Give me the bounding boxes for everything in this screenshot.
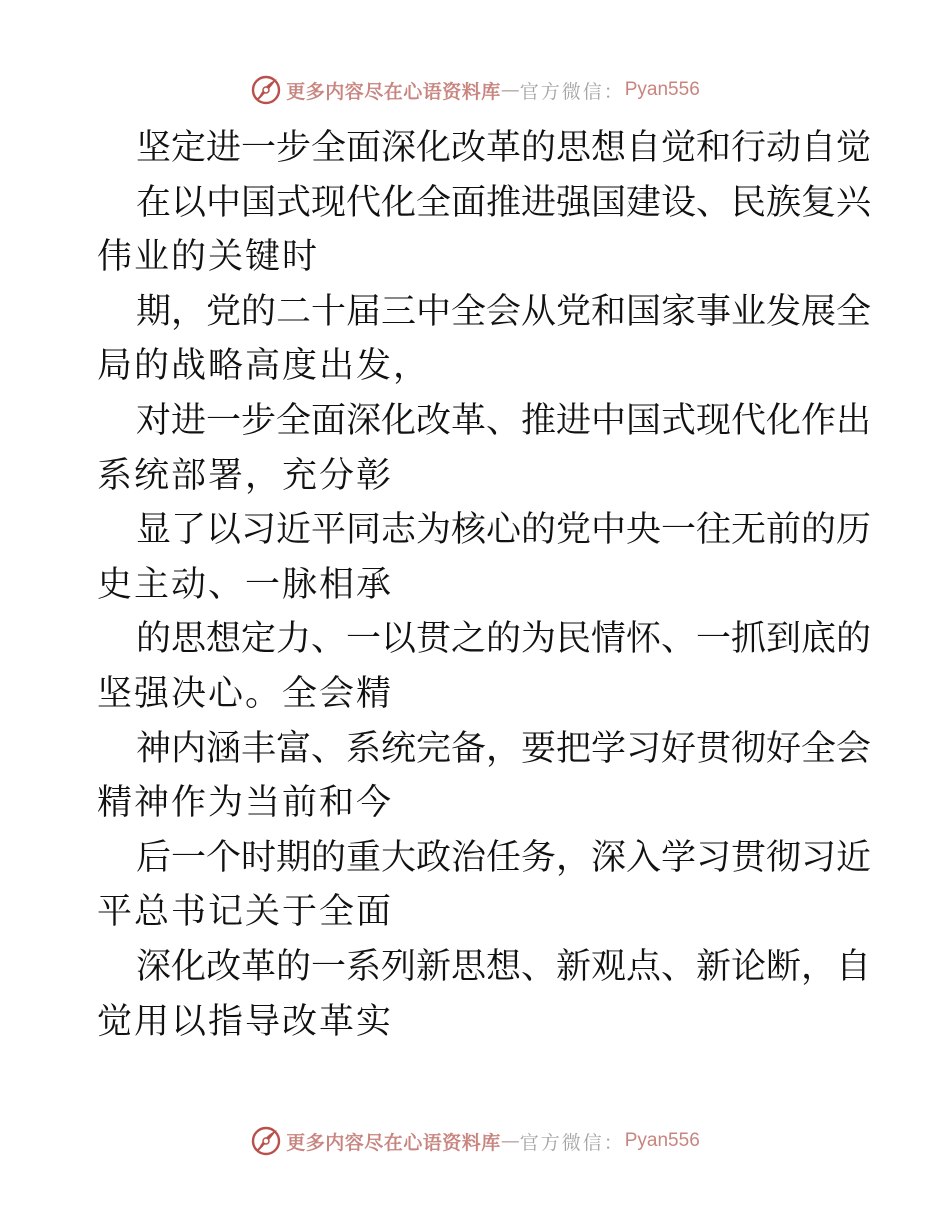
text-line: 平总书记关于全面: [97, 892, 394, 933]
text-line: 在以中国式现代化全面推进强国建设、民族复兴: [136, 182, 872, 223]
text-line: 期，党的二十届三中全会从党和国家事业发展全: [136, 291, 872, 332]
text-line: 史主动、一脉相承: [97, 564, 394, 605]
text-line: 坚强决心。全会精: [97, 673, 394, 714]
watermark-account-label: 官方微信：: [519, 1131, 625, 1154]
text-line: 后一个时期的重大政治任务，深入学习贯彻习近: [136, 837, 872, 878]
watermark-account-id: Pyan556: [624, 1130, 700, 1151]
text-line: 觉用以指导改革实: [97, 1001, 394, 1042]
header-watermark: [0, 70, 950, 110]
text-line: 局的战略高度出发，: [97, 346, 431, 387]
watermark-account-id: Pyan556: [624, 79, 700, 100]
footer-watermark: [0, 1121, 950, 1161]
text-line-title: 坚定进一步全面深化改革的思想自觉和行动自觉: [136, 128, 872, 168]
text-line: 的思想定力、一以贯之的为民情怀、一抓到底的: [136, 619, 872, 660]
quill-circle-logo-icon: [250, 74, 282, 106]
quill-circle-logo-icon: [250, 1125, 282, 1157]
text-line: 深化改革的一系列新思想、新观点、新论断，自: [136, 946, 872, 987]
text-line: 对进一步全面深化改革、推进中国式现代化作出: [136, 400, 872, 441]
document-body: [0, 121, 950, 1049]
watermark-account-label: 官方微信：: [519, 80, 625, 103]
watermark-separator: —: [500, 1130, 520, 1152]
text-line: 伟业的关键时: [97, 237, 320, 278]
watermark-separator: —: [500, 79, 520, 101]
watermark-main-text: 更多内容尽在心语资料库: [286, 80, 501, 103]
text-line: 系统部署，充分彰: [97, 455, 394, 496]
text-line: 精神作为当前和今: [97, 783, 394, 824]
text-line: 显了以习近平同志为核心的党中央一往无前的历: [136, 510, 872, 551]
text-line: 神内涵丰富、系统完备，要把学习好贯彻好全会: [136, 728, 872, 769]
watermark-main-text: 更多内容尽在心语资料库: [286, 1131, 501, 1154]
